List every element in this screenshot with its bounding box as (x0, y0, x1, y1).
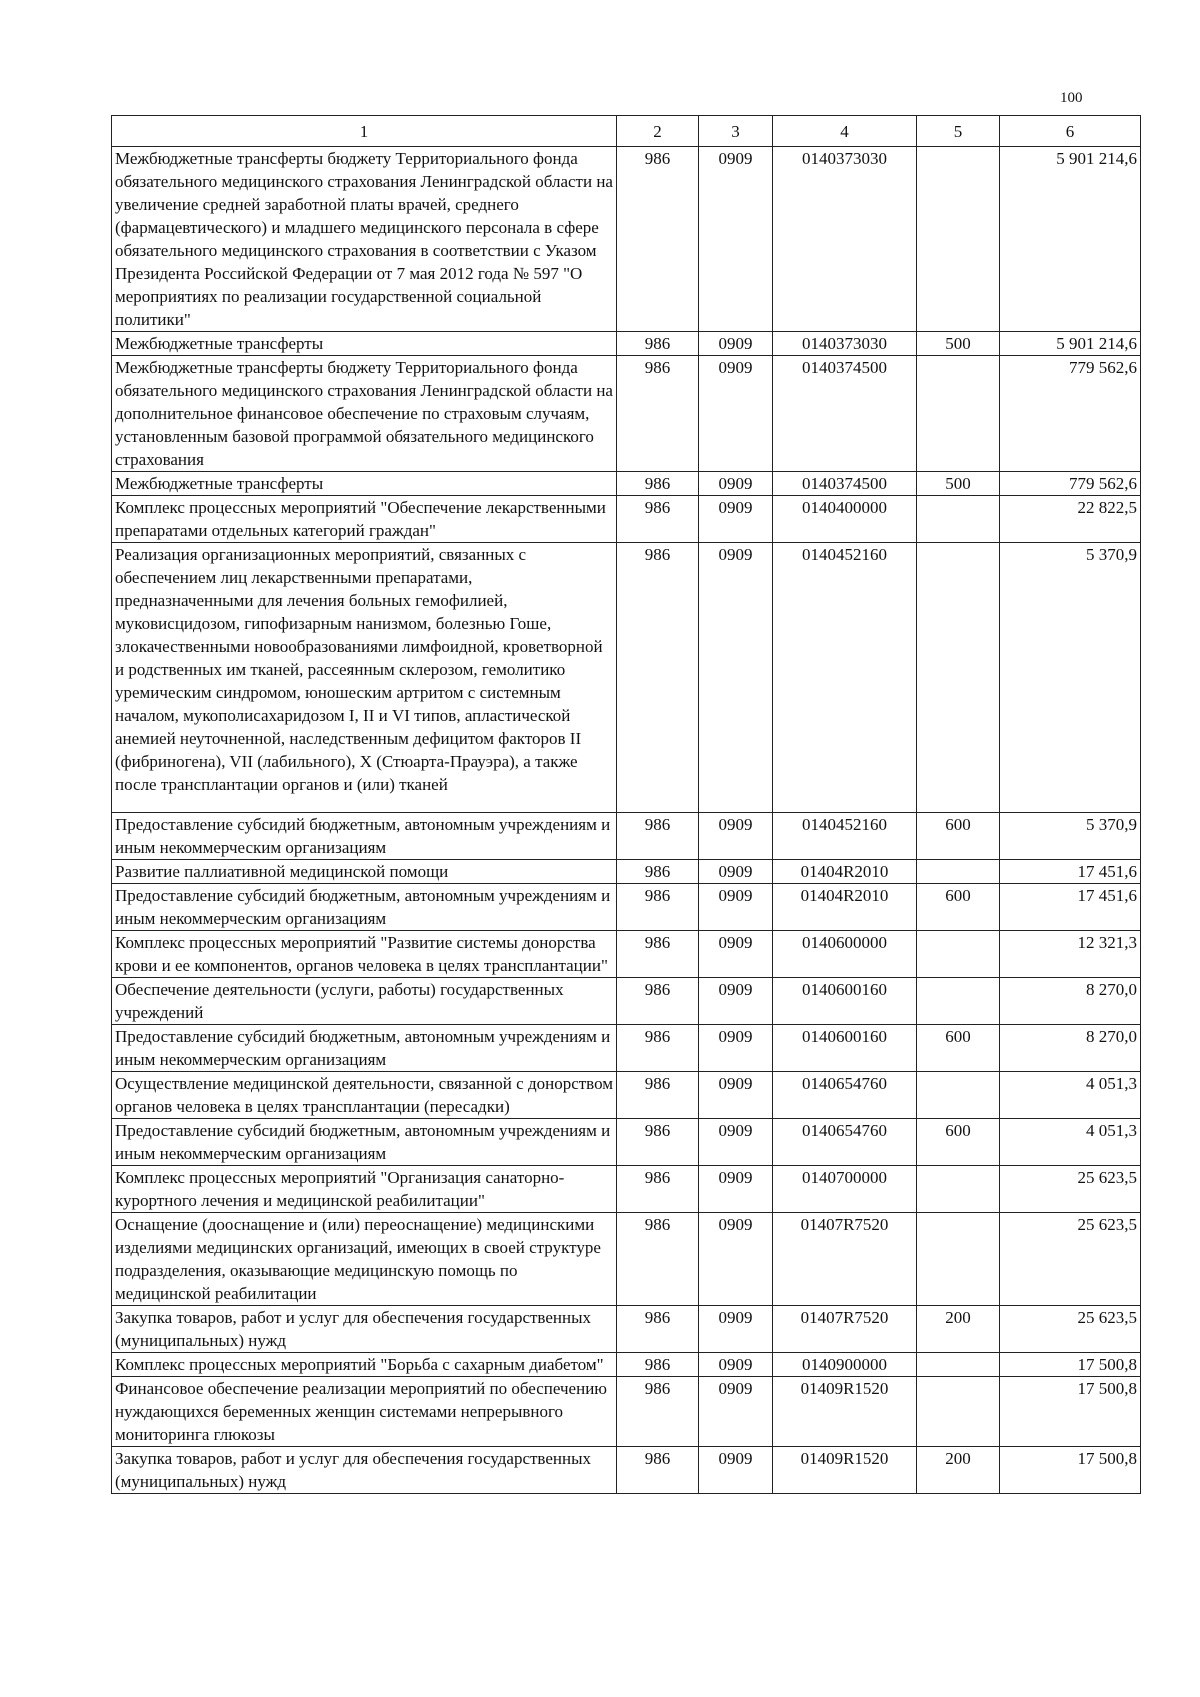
row-admin-code: 986 (617, 147, 699, 332)
row-section-code: 0909 (699, 543, 773, 813)
row-target-code: 0140700000 (773, 1166, 917, 1213)
row-name: Развитие паллиативной медицинской помощи (112, 860, 617, 884)
row-amount: 25 623,5 (1000, 1306, 1141, 1353)
row-expense-type (917, 931, 1000, 978)
row-section-code: 0909 (699, 860, 773, 884)
row-name: Комплекс процессных мероприятий "Организация санаторно-курортного лечения и медицинской реабилитации" (112, 1166, 617, 1213)
row-expense-type: 500 (917, 332, 1000, 356)
row-expense-type (917, 543, 1000, 813)
row-target-code: 0140600000 (773, 931, 917, 978)
row-admin-code: 986 (617, 978, 699, 1025)
row-target-code: 0140373030 (773, 147, 917, 332)
row-section-code: 0909 (699, 1447, 773, 1494)
row-name: Оснащение (дооснащение и (или) переоснащение) медицинскими изделиями медицинских организаций, имеющих в своей структуре подразделения, оказывающие медицинскую помощь по медицинской реабилитации (112, 1213, 617, 1306)
row-amount: 22 822,5 (1000, 496, 1141, 543)
row-admin-code: 986 (617, 1072, 699, 1119)
row-amount: 4 051,3 (1000, 1119, 1141, 1166)
row-amount: 4 051,3 (1000, 1072, 1141, 1119)
row-expense-type (917, 978, 1000, 1025)
row-target-code: 0140400000 (773, 496, 917, 543)
table-row (112, 147, 1141, 332)
row-amount: 25 623,5 (1000, 1166, 1141, 1213)
table-row (112, 931, 1141, 978)
row-section-code: 0909 (699, 1306, 773, 1353)
header-row (112, 116, 1141, 147)
header-col-1: 1 (112, 116, 617, 147)
table-row (112, 813, 1141, 860)
row-admin-code: 986 (617, 931, 699, 978)
row-section-code: 0909 (699, 884, 773, 931)
row-amount: 17 500,8 (1000, 1377, 1141, 1447)
row-name: Комплекс процессных мероприятий "Развитие системы донорства крови и ее компонентов, органов человека в целях трансплантации" (112, 931, 617, 978)
row-section-code: 0909 (699, 931, 773, 978)
row-name: Обеспечение деятельности (услуги, работы) государственных учреждений (112, 978, 617, 1025)
row-amount: 5 370,9 (1000, 543, 1141, 813)
row-name: Межбюджетные трансферты (112, 472, 617, 496)
row-section-code: 0909 (699, 1213, 773, 1306)
row-expense-type (917, 1353, 1000, 1377)
row-section-code: 0909 (699, 356, 773, 472)
row-section-code: 0909 (699, 1377, 773, 1447)
row-target-code: 0140373030 (773, 332, 917, 356)
row-expense-type: 500 (917, 472, 1000, 496)
row-admin-code: 986 (617, 1166, 699, 1213)
row-section-code: 0909 (699, 1072, 773, 1119)
row-admin-code: 986 (617, 472, 699, 496)
row-section-code: 0909 (699, 813, 773, 860)
row-target-code: 0140654760 (773, 1072, 917, 1119)
row-expense-type (917, 860, 1000, 884)
row-amount: 17 451,6 (1000, 884, 1141, 931)
row-name: Комплекс процессных мероприятий "Обеспечение лекарственными препаратами отдельных категорий граждан" (112, 496, 617, 543)
row-admin-code: 986 (617, 860, 699, 884)
row-name: Комплекс процессных мероприятий "Борьба с сахарным диабетом" (112, 1353, 617, 1377)
table-row (112, 543, 1141, 813)
row-name: Реализация организационных мероприятий, связанных с обеспечением лиц лекарственными препаратами, предназначенными для лечения больных гемофилией, муковисцидозом, гипофизарным нанизмом, болезнью Гоше, злокачественными новообразованиями лимфоидной, кроветворной и родственных им тканей, рассеянным склерозом, гемолитико уремическим синдромом, юношеским артритом с системным началом, мукополисахаридозом I, II и VI типов, апластической анемией неуточненной, наследственным дефицитом факторов II (фибриногена), VII (лабильного), X (Стюарта-Прауэра), а также после трансплантации органов и (или) тканей (112, 543, 617, 813)
header-col-6: 6 (1000, 116, 1141, 147)
row-admin-code: 986 (617, 1119, 699, 1166)
row-expense-type (917, 1377, 1000, 1447)
header-col-4: 4 (773, 116, 917, 147)
header-col-5: 5 (917, 116, 1000, 147)
row-name: Предоставление субсидий бюджетным, автономным учреждениям и иным некоммерческим организациям (112, 1119, 617, 1166)
row-section-code: 0909 (699, 1166, 773, 1213)
row-target-code: 01404R2010 (773, 884, 917, 931)
row-expense-type (917, 356, 1000, 472)
row-expense-type (917, 1166, 1000, 1213)
table-row (112, 332, 1141, 356)
row-section-code: 0909 (699, 147, 773, 332)
table-row (112, 356, 1141, 472)
table-row (112, 1166, 1141, 1213)
row-section-code: 0909 (699, 1353, 773, 1377)
row-target-code: 01409R1520 (773, 1377, 917, 1447)
row-name: Финансовое обеспечение реализации мероприятий по обеспечению нуждающихся беременных женщин системами непрерывного мониторинга глюкозы (112, 1377, 617, 1447)
row-target-code: 0140452160 (773, 543, 917, 813)
row-admin-code: 986 (617, 543, 699, 813)
table-row (112, 1447, 1141, 1494)
row-amount: 8 270,0 (1000, 978, 1141, 1025)
row-target-code: 0140452160 (773, 813, 917, 860)
header-col-2: 2 (617, 116, 699, 147)
header-col-3: 3 (699, 116, 773, 147)
row-amount: 17 500,8 (1000, 1447, 1141, 1494)
row-admin-code: 986 (617, 1025, 699, 1072)
row-amount: 5 901 214,6 (1000, 147, 1141, 332)
row-name: Межбюджетные трансферты бюджету Территориального фонда обязательного медицинского страхования Ленинградской области на дополнительное финансовое обеспечение по страховым случаям, установленным базовой программой обязательного медицинского страхования (112, 356, 617, 472)
row-name: Межбюджетные трансферты (112, 332, 617, 356)
row-amount: 25 623,5 (1000, 1213, 1141, 1306)
row-expense-type: 200 (917, 1447, 1000, 1494)
table-row (112, 496, 1141, 543)
table-row (112, 1213, 1141, 1306)
row-target-code: 0140374500 (773, 472, 917, 496)
row-expense-type (917, 496, 1000, 543)
row-name: Осуществление медицинской деятельности, связанной с донорством органов человека в целях трансплантации (пересадки) (112, 1072, 617, 1119)
row-admin-code: 986 (617, 1213, 699, 1306)
row-expense-type (917, 1213, 1000, 1306)
row-expense-type: 600 (917, 813, 1000, 860)
row-admin-code: 986 (617, 1447, 699, 1494)
table-row (112, 1306, 1141, 1353)
table-row (112, 1377, 1141, 1447)
row-admin-code: 986 (617, 1353, 699, 1377)
table-row (112, 1072, 1141, 1119)
table-row (112, 978, 1141, 1025)
row-section-code: 0909 (699, 332, 773, 356)
row-expense-type: 200 (917, 1306, 1000, 1353)
row-section-code: 0909 (699, 472, 773, 496)
row-amount: 779 562,6 (1000, 472, 1141, 496)
table-row (112, 884, 1141, 931)
row-name: Предоставление субсидий бюджетным, автономным учреждениям и иным некоммерческим организациям (112, 1025, 617, 1072)
row-name: Предоставление субсидий бюджетным, автономным учреждениям и иным некоммерческим организациям (112, 884, 617, 931)
row-name: Закупка товаров, работ и услуг для обеспечения государственных (муниципальных) нужд (112, 1447, 617, 1494)
table-body (112, 147, 1141, 1494)
row-amount: 5 370,9 (1000, 813, 1141, 860)
row-target-code: 0140654760 (773, 1119, 917, 1166)
row-expense-type (917, 1072, 1000, 1119)
row-amount: 8 270,0 (1000, 1025, 1141, 1072)
row-admin-code: 986 (617, 496, 699, 543)
row-admin-code: 986 (617, 1306, 699, 1353)
row-amount: 12 321,3 (1000, 931, 1141, 978)
row-amount: 17 451,6 (1000, 860, 1141, 884)
budget-table (111, 115, 1141, 1494)
row-admin-code: 986 (617, 884, 699, 931)
row-expense-type: 600 (917, 884, 1000, 931)
row-admin-code: 986 (617, 1377, 699, 1447)
table-row (112, 1025, 1141, 1072)
row-target-code: 01407R7520 (773, 1213, 917, 1306)
row-name: Предоставление субсидий бюджетным, автономным учреждениям и иным некоммерческим организациям (112, 813, 617, 860)
row-target-code: 0140600160 (773, 1025, 917, 1072)
table-row (112, 472, 1141, 496)
row-target-code: 01407R7520 (773, 1306, 917, 1353)
row-target-code: 0140374500 (773, 356, 917, 472)
table-row (112, 1353, 1141, 1377)
page-number: 100 (1060, 90, 1083, 106)
row-admin-code: 986 (617, 332, 699, 356)
row-expense-type (917, 147, 1000, 332)
table-row (112, 860, 1141, 884)
row-name: Закупка товаров, работ и услуг для обеспечения государственных (муниципальных) нужд (112, 1306, 617, 1353)
row-amount: 779 562,6 (1000, 356, 1141, 472)
row-admin-code: 986 (617, 813, 699, 860)
row-amount: 17 500,8 (1000, 1353, 1141, 1377)
row-expense-type: 600 (917, 1119, 1000, 1166)
row-amount: 5 901 214,6 (1000, 332, 1141, 356)
row-target-code: 0140600160 (773, 978, 917, 1025)
row-target-code: 01404R2010 (773, 860, 917, 884)
row-section-code: 0909 (699, 496, 773, 543)
row-name: Межбюджетные трансферты бюджету Территориального фонда обязательного медицинского страхования Ленинградской области на увеличение средней заработной платы врачей, среднего (фармацевтического) и младшего медицинского персонала в сфере обязательного медицинского страхования в соответствии с Указом Президента Российской Федерации от 7 мая 2012 года № 597 "О мероприятиях по реализации государственной социальной политики" (112, 147, 617, 332)
row-expense-type: 600 (917, 1025, 1000, 1072)
row-target-code: 0140900000 (773, 1353, 917, 1377)
row-section-code: 0909 (699, 1025, 773, 1072)
table-row (112, 1119, 1141, 1166)
row-section-code: 0909 (699, 978, 773, 1025)
row-admin-code: 986 (617, 356, 699, 472)
row-target-code: 01409R1520 (773, 1447, 917, 1494)
row-section-code: 0909 (699, 1119, 773, 1166)
